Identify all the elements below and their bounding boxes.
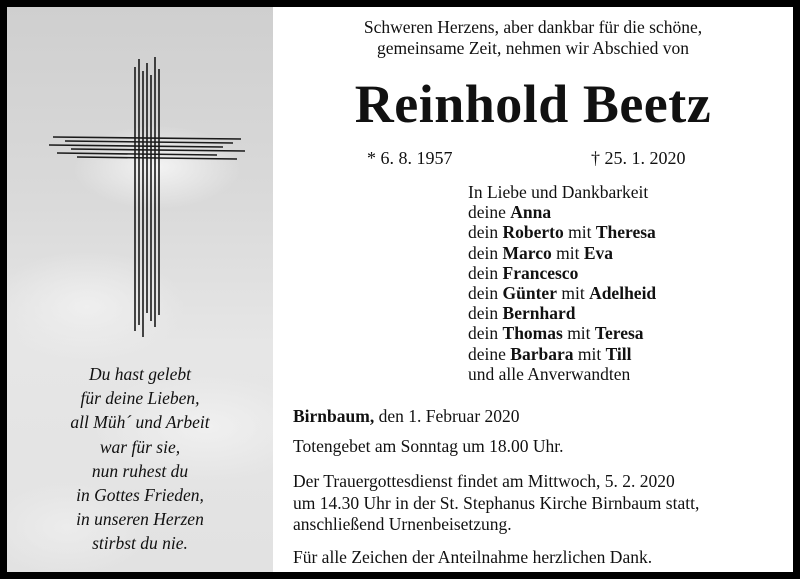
mourner-line: dein Thomas mit Teresa bbox=[468, 323, 644, 344]
funeral-service-info bbox=[293, 471, 699, 536]
poem-line: für deine Lieben, bbox=[80, 388, 200, 409]
mourner-line: dein Roberto mit Theresa bbox=[468, 222, 656, 243]
mourner-line: dein Francesco bbox=[468, 262, 579, 283]
poem-line: nun ruhest du bbox=[91, 460, 189, 481]
mourner-line: dein Günter mit Adelheid bbox=[468, 283, 657, 304]
intro-line: Schweren Herzens, aber dankbar für die schöne, bbox=[363, 17, 703, 37]
poem-line: Du hast gelebt bbox=[88, 364, 192, 384]
service-line: anschließend Urnenbeisetzung. bbox=[293, 514, 512, 534]
deceased-name: Reinhold Beetz bbox=[354, 74, 712, 134]
mourner-line: und alle Anverwandten bbox=[468, 363, 631, 384]
poem-line: all Müh´ und Arbeit bbox=[70, 412, 210, 433]
text-panel bbox=[273, 7, 793, 572]
poem-line: in Gottes Frieden, bbox=[76, 485, 204, 506]
death-date: † 25. 1. 2020 bbox=[591, 148, 686, 168]
sky-panel bbox=[7, 7, 273, 572]
birth-date: * 6. 8. 1957 bbox=[367, 148, 453, 168]
mourner-line: deine Anna bbox=[468, 202, 552, 223]
service-line: Der Trauergottesdienst findet am Mittwoch, 5. 2. 2020 bbox=[293, 471, 675, 491]
intro-text bbox=[273, 17, 793, 59]
mourner-line: deine Barbara mit Till bbox=[468, 343, 632, 364]
cross-icon bbox=[47, 55, 247, 340]
mourner-line: dein Marco mit Eva bbox=[468, 242, 614, 263]
poem-line: stirbst du nie. bbox=[92, 533, 188, 554]
service-line: um 14.30 Uhr in der St. Stephanus Kirche Birnbaum statt, bbox=[293, 492, 700, 513]
poem-line: in unseren Herzen bbox=[76, 509, 204, 530]
mourner-line: dein Bernhard bbox=[468, 303, 576, 324]
thanks-note: Für alle Zeichen der Anteilnahme herzlichen Dank. bbox=[293, 547, 653, 567]
place-date: Birnbaum, den 1. Februar 2020 bbox=[293, 406, 520, 426]
mourners-list bbox=[468, 182, 656, 384]
rosary-info: Totengebet am Sonntag um 18.00 Uhr. bbox=[293, 436, 564, 456]
poem bbox=[7, 362, 273, 556]
mourner-line: In Liebe und Dankbarkeit bbox=[468, 182, 649, 202]
intro-line: gemeinsame Zeit, nehmen wir Abschied von bbox=[376, 38, 689, 58]
poem-line: war für sie, bbox=[99, 436, 181, 457]
